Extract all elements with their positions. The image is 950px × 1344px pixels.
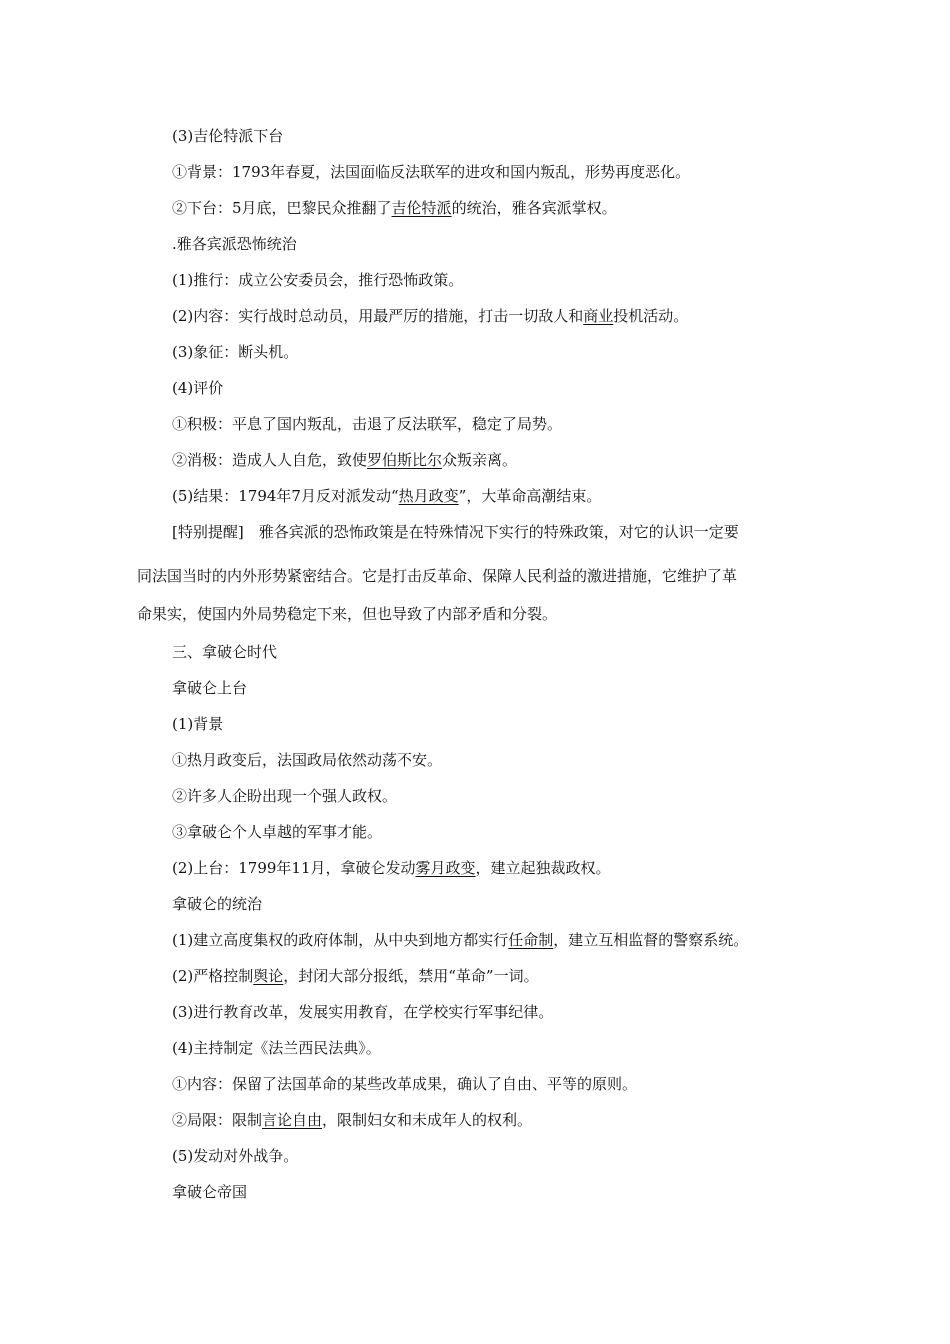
text: 拿破仑的统治 [172,895,263,913]
text: 的统治，雅各宾派掌权。 [451,199,617,217]
underlined-term: 罗伯斯比尔 [367,451,443,469]
special-note-line-2 [137,566,737,586]
special-note-line-3 [137,604,557,624]
underlined-term: 吉伦特派 [391,199,452,217]
text-line-5 [172,270,463,290]
section-heading [172,894,262,914]
text: (4)主持制定《法兰西民法典》。 [172,1039,381,1057]
text-line-9 [172,414,562,434]
text-line-19 [172,786,397,806]
text-line-25 [172,1002,553,1022]
underlined-term: 任命制 [508,931,554,949]
underlined-term: 雾月政变 [415,859,476,877]
text: ③拿破仑个人卓越的军事才能。 [172,823,383,841]
text: (1)建立高度集权的政府体制，从中央到地方都实行 [172,931,509,949]
text-line-10 [172,450,517,470]
text: (5)结果：1794年7月反对派发动“ [172,487,399,505]
text-line-23 [172,930,748,950]
underlined-term: 热月政变 [398,487,459,505]
text: ①内容：保留了法国革命的某些改革成果，确认了自由、平等的原则。 [172,1075,638,1093]
text-line-29 [172,1146,298,1166]
text: 众叛亲离。 [442,451,518,469]
text: 拿破仑上台 [172,679,248,697]
text: (3)象征：断头机。 [172,343,299,361]
text: 拿破仑帝国 [172,1183,248,1201]
text-line-3 [172,198,617,218]
text: 同法国当时的内外形势紧密结合。它是打击反革命、保障人民利益的激进措施，它维护了革 [137,567,738,585]
text-line-6 [172,306,688,326]
text: (3)进行教育改革，发展实用教育，在学校实行军事纪律。 [172,1003,554,1021]
text: (1)背景 [172,715,224,733]
special-note-line-1 [172,522,739,542]
text-line-26 [172,1038,381,1058]
text: ，建立起独裁政权。 [475,859,611,877]
underlined-term: 商业 [583,307,614,325]
text: ②消极：造成人人自危，致使 [172,451,368,469]
text-line-1 [172,126,283,146]
text: ①积极：平息了国内叛乱，击退了反法联军，稳定了局势。 [172,415,563,433]
text: ，限制妇女和未成年人的权利。 [322,1111,533,1129]
underlined-term: 言论自由 [262,1111,323,1129]
text: ，建立互相监督的警察系统。 [553,931,749,949]
text-line-7 [172,342,298,362]
text: (3)吉伦特派下台 [172,127,284,145]
text-line-21 [172,858,611,878]
text-line-8 [172,378,223,398]
text-line-28 [172,1110,532,1130]
text: .雅各宾派恐怖统治 [172,235,297,253]
text: ②许多人企盼出现一个强人政权。 [172,787,398,805]
underlined-term: 舆论 [253,967,284,985]
text: (2)上台：1799年11月，拿破仑发动 [172,859,416,877]
text: (5)发动对外战争。 [172,1147,299,1165]
text-line-17 [172,714,223,734]
text: ①背景：1793年春夏，法国面临反法联军的进攻和国内叛乱，形势再度恶化。 [172,163,691,181]
text-line-24 [172,966,539,986]
text: 投机活动。 [613,307,689,325]
text: ②下台：5月底，巴黎民众推翻了 [172,199,392,217]
text: [特别提醒] 雅各宾派的恐怖政策是在特殊情况下实行的特殊政策，对它的认识一定要 [172,523,739,541]
section-heading [172,678,247,698]
text-line-27 [172,1074,637,1094]
section-heading [172,234,297,254]
text: ②局限：限制 [172,1111,263,1129]
text: (2)严格控制 [172,967,254,985]
text-line-18 [172,750,442,770]
text-line-2 [172,162,690,182]
text: ，封闭大部分报纸，禁用“革命”一词。 [283,967,539,985]
text: ”，大革命高潮结束。 [458,487,602,505]
chapter-heading [172,642,277,662]
section-heading [172,1182,247,1202]
text: (1)推行：成立公安委员会，推行恐怖政策。 [172,271,464,289]
text: ①热月政变后，法国政局依然动荡不安。 [172,751,443,769]
text: 三、拿破仑时代 [172,643,278,661]
text: (4)评价 [172,379,224,397]
text-line-20 [172,822,382,842]
text: 命果实，使国内外局势稳定下来，但也导致了内部矛盾和分裂。 [137,605,558,623]
text-line-11 [172,486,601,506]
text: (2)内容：实行战时总动员，用最严厉的措施，打击一切敌人和 [172,307,584,325]
